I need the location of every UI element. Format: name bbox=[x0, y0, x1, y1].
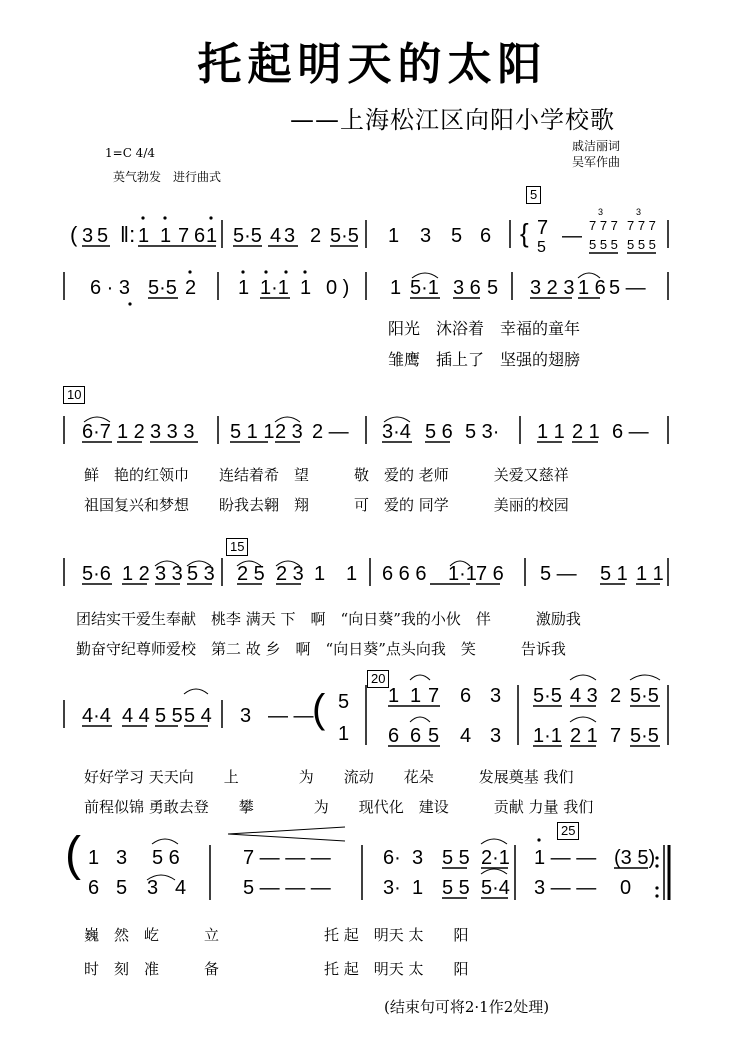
svg-text:6·7: 6·7 bbox=[82, 421, 111, 443]
paren: ( bbox=[70, 222, 78, 247]
svg-text:5·5: 5·5 bbox=[233, 225, 262, 247]
svg-text:0: 0 bbox=[620, 877, 632, 899]
svg-text:5 3·: 5 3· bbox=[465, 421, 500, 443]
svg-text:1·1: 1·1 bbox=[260, 277, 289, 299]
lyrics-line: 巍 然 屹 立 托 起 明天 太 阳 bbox=[84, 926, 469, 944]
svg-text:6 6 6: 6 6 6 bbox=[382, 563, 427, 585]
svg-text:2 1: 2 1 bbox=[572, 421, 600, 443]
svg-text:2 5: 2 5 bbox=[237, 563, 265, 585]
svg-text:4 4: 4 4 bbox=[122, 705, 150, 727]
svg-text:7: 7 bbox=[610, 725, 622, 747]
svg-text:0 ): 0 ) bbox=[326, 277, 350, 299]
svg-text:5: 5 bbox=[338, 691, 350, 713]
svg-text:4: 4 bbox=[175, 877, 187, 899]
lyrics-line: 勤奋守纪尊师爱校 第二 故 乡 啊 “向日葵”点头向我 笑 告诉我 bbox=[76, 640, 566, 658]
page-subtitle: ——上海松江区向阳小学校歌 bbox=[290, 106, 615, 134]
svg-text:1: 1 bbox=[346, 563, 358, 585]
svg-text:1: 1 bbox=[410, 685, 422, 707]
svg-text:5: 5 bbox=[428, 725, 440, 747]
svg-text:5·4: 5·4 bbox=[481, 877, 510, 899]
svg-text:1: 1 bbox=[206, 225, 218, 247]
svg-text:1: 1 bbox=[314, 563, 326, 585]
svg-text:5: 5 bbox=[97, 225, 109, 247]
svg-text:5·5: 5·5 bbox=[630, 685, 659, 707]
svg-text:3: 3 bbox=[147, 877, 159, 899]
svg-text:6·: 6· bbox=[383, 847, 401, 869]
composer: 吴军作曲 bbox=[572, 155, 621, 169]
tempo-marking: 英气勃发 进行曲式 bbox=[113, 170, 222, 184]
svg-text:2: 2 bbox=[310, 225, 322, 247]
svg-text:1: 1 bbox=[300, 277, 312, 299]
svg-text:3: 3 bbox=[240, 705, 252, 727]
svg-text:5 — — —: 5 — — — bbox=[243, 877, 331, 899]
svg-text:1: 1 bbox=[88, 847, 100, 869]
svg-text:‖:: ‖: bbox=[120, 222, 136, 247]
svg-text:2 —: 2 — bbox=[312, 421, 349, 443]
svg-text:6: 6 bbox=[88, 877, 100, 899]
svg-text:1·1: 1·1 bbox=[448, 563, 477, 585]
svg-text:3: 3 bbox=[116, 847, 128, 869]
svg-text:1: 1 bbox=[388, 225, 400, 247]
svg-text:5: 5 bbox=[451, 225, 463, 247]
svg-text:2 3: 2 3 bbox=[276, 563, 304, 585]
svg-text:5: 5 bbox=[537, 239, 546, 256]
lyrics-line: 祖国复兴和梦想 盼我去翱 翔 可 爱的 同学 美丽的校园 bbox=[84, 496, 569, 514]
svg-text:3·: 3· bbox=[383, 877, 401, 899]
svg-text:6 —: 6 — bbox=[612, 421, 649, 443]
svg-text:5·1: 5·1 bbox=[410, 277, 439, 299]
key-meter: 1=C 4/4 bbox=[105, 146, 155, 160]
svg-text:5 5: 5 5 bbox=[442, 847, 470, 869]
svg-text:7 — — —: 7 — — — bbox=[243, 847, 331, 869]
svg-text:3: 3 bbox=[490, 685, 502, 707]
svg-text:3: 3 bbox=[636, 207, 642, 217]
lyrics-line: 雏鹰 插上了 坚强的翅膀 bbox=[388, 350, 581, 369]
svg-text:3: 3 bbox=[598, 207, 604, 217]
svg-text:3: 3 bbox=[412, 847, 424, 869]
svg-text:3 3: 3 3 bbox=[155, 563, 183, 585]
measure-number: 20 bbox=[367, 670, 389, 688]
svg-text:5 3: 5 3 bbox=[187, 563, 215, 585]
svg-text:6: 6 bbox=[480, 225, 492, 247]
svg-text:6 · 3: 6 · 3 bbox=[90, 277, 131, 299]
svg-text:6: 6 bbox=[194, 225, 206, 247]
svg-text:7: 7 bbox=[178, 225, 190, 247]
svg-text:—: — bbox=[562, 225, 582, 247]
system-5 bbox=[82, 685, 659, 747]
lyrics-line: 时 刻 准 备 托 起 明天 太 阳 bbox=[84, 960, 469, 978]
svg-text:1: 1 bbox=[388, 685, 400, 707]
system-4 bbox=[82, 563, 664, 585]
svg-text:2 3: 2 3 bbox=[275, 421, 303, 443]
svg-text:3 — —: 3 — — bbox=[534, 877, 597, 899]
svg-text:7 7 7: 7 7 7 bbox=[627, 218, 656, 233]
svg-text:5 5 5: 5 5 5 bbox=[627, 237, 656, 252]
system-2 bbox=[90, 277, 646, 299]
lyrics-line: 阳光 沐浴着 幸福的童年 bbox=[388, 319, 581, 338]
svg-text:1: 1 bbox=[238, 277, 250, 299]
svg-text:1 2: 1 2 bbox=[117, 421, 145, 443]
svg-text:1 — —: 1 — — bbox=[534, 847, 597, 869]
svg-text:(: ( bbox=[312, 687, 326, 731]
svg-text:1: 1 bbox=[138, 225, 150, 247]
svg-text:2: 2 bbox=[185, 277, 197, 299]
svg-text:6: 6 bbox=[410, 725, 422, 747]
ending-note: (结束句可将2·1作2处理) bbox=[384, 998, 550, 1016]
svg-text:6: 6 bbox=[460, 685, 472, 707]
svg-text:2·1: 2·1 bbox=[481, 847, 510, 869]
svg-text:1 1: 1 1 bbox=[537, 421, 565, 443]
svg-text:5 4: 5 4 bbox=[184, 705, 212, 727]
svg-text:5 1: 5 1 bbox=[600, 563, 628, 585]
svg-text:5 5: 5 5 bbox=[155, 705, 183, 727]
measure-number: 10 bbox=[63, 386, 85, 404]
svg-text:2 1: 2 1 bbox=[570, 725, 598, 747]
svg-text:1 6: 1 6 bbox=[578, 277, 606, 299]
svg-text:5: 5 bbox=[487, 277, 499, 299]
page-title: 托起明天的太阳 bbox=[197, 39, 548, 90]
system-1 bbox=[70, 207, 656, 256]
svg-text:4 3: 4 3 bbox=[570, 685, 598, 707]
lyrics-line: 团结实干爱生奉献 桃李 满天 下 啊 “向日葵”我的小伙 伴 激励我 bbox=[76, 610, 581, 628]
svg-text:1: 1 bbox=[160, 225, 172, 247]
svg-text:3 6: 3 6 bbox=[453, 277, 481, 299]
measure-number: 15 bbox=[226, 538, 248, 556]
system-6 bbox=[65, 828, 655, 899]
svg-text:1: 1 bbox=[412, 877, 424, 899]
svg-text:3: 3 bbox=[490, 725, 502, 747]
svg-text:5 5 5: 5 5 5 bbox=[589, 237, 618, 252]
svg-text:5 1 1: 5 1 1 bbox=[230, 421, 275, 443]
svg-text:5 6: 5 6 bbox=[152, 847, 180, 869]
svg-text:3 2 3: 3 2 3 bbox=[530, 277, 575, 299]
svg-text:1: 1 bbox=[390, 277, 402, 299]
svg-text:4·4: 4·4 bbox=[82, 705, 111, 727]
svg-text:5: 5 bbox=[116, 877, 128, 899]
svg-text:7 7 7: 7 7 7 bbox=[589, 218, 618, 233]
svg-text:5·5: 5·5 bbox=[330, 225, 359, 247]
svg-text:7 6: 7 6 bbox=[476, 563, 504, 585]
svg-text:{: { bbox=[520, 218, 529, 248]
svg-text:5·5: 5·5 bbox=[533, 685, 562, 707]
svg-text:3: 3 bbox=[284, 225, 296, 247]
svg-text:1·1: 1·1 bbox=[533, 725, 562, 747]
svg-text:5 5: 5 5 bbox=[442, 877, 470, 899]
svg-text:3: 3 bbox=[82, 225, 94, 247]
svg-text:(: ( bbox=[65, 828, 81, 881]
lyricist: 戚洁丽词 bbox=[572, 139, 621, 153]
svg-text:3: 3 bbox=[420, 225, 432, 247]
svg-text:(3 5): (3 5) bbox=[614, 847, 656, 869]
svg-text:5 —: 5 — bbox=[540, 563, 577, 585]
measure-number: 25 bbox=[557, 822, 579, 840]
svg-text:4: 4 bbox=[460, 725, 472, 747]
svg-text:1 2: 1 2 bbox=[122, 563, 150, 585]
lyrics-line: 前程似锦 勇敢去登 攀 为 现代化 建设 贡献 力量 我们 bbox=[84, 798, 594, 816]
lyrics-line: 鲜 艳的红领巾 连结着希 望 敬 爱的 老师 关爱又慈祥 bbox=[84, 466, 569, 484]
svg-text:— —: — — bbox=[268, 705, 314, 727]
svg-text:5 —: 5 — bbox=[609, 277, 646, 299]
svg-text:5·6: 5·6 bbox=[82, 563, 111, 585]
svg-text:3 3 3: 3 3 3 bbox=[150, 421, 195, 443]
svg-text:6: 6 bbox=[388, 725, 400, 747]
svg-text:5·5: 5·5 bbox=[630, 725, 659, 747]
svg-text:5 6: 5 6 bbox=[425, 421, 453, 443]
lyrics-line: 好好学习 天天向 上 为 流动 花朵 发展奠基 我们 bbox=[84, 768, 574, 786]
svg-text:2: 2 bbox=[610, 685, 622, 707]
svg-text:5·5: 5·5 bbox=[148, 277, 177, 299]
svg-text:7: 7 bbox=[428, 685, 440, 707]
svg-text:1 1: 1 1 bbox=[636, 563, 664, 585]
measure-number: 5 bbox=[526, 186, 541, 204]
svg-text:4: 4 bbox=[270, 225, 282, 247]
svg-text:7: 7 bbox=[537, 217, 549, 239]
svg-text:1: 1 bbox=[338, 723, 350, 745]
svg-text:3·4: 3·4 bbox=[382, 421, 411, 443]
